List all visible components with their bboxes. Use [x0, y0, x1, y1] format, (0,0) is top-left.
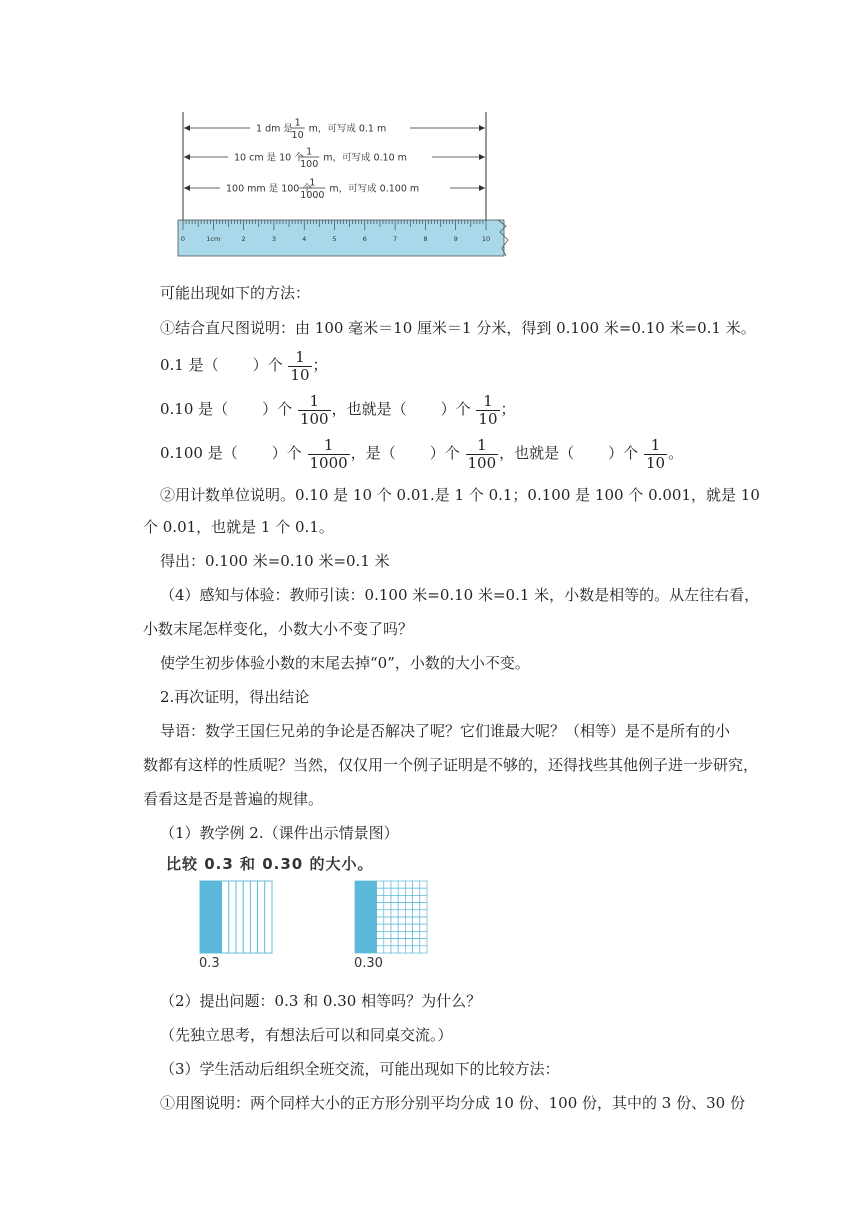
q3-mid: ）个: [271, 444, 302, 462]
paragraph-counting-unit-1: ②用计数单位说明。0.10 是 10 个 0.01.是 1 个 0.1；0.100 是 100 个 0.001，就是 10: [160, 486, 760, 504]
ruler-tick-label: 0: [180, 235, 186, 243]
hundredth-cell: [391, 895, 398, 902]
hundredth-cell: [413, 910, 420, 917]
hundredth-cell: [355, 924, 362, 931]
hundredth-cell: [362, 917, 369, 924]
hundredth-cell: [405, 910, 412, 917]
numerator: 1: [476, 393, 499, 411]
numerator: 1: [308, 437, 350, 455]
paragraph-guide-3: 看看这是否是普遍的规律。: [143, 790, 324, 808]
hundredth-cell: [391, 939, 398, 946]
fraction: [644, 437, 667, 472]
hundredth-cell: [420, 903, 427, 910]
hundredth-cell: [384, 924, 391, 931]
tenth-strip: [207, 881, 214, 953]
paragraph-experience: 使学生初步体验小数的末尾去掉“0”，小数的大小不变。: [160, 654, 530, 672]
hundredth-cell: [398, 931, 405, 938]
hundredth-cell: [369, 895, 376, 902]
section-heading: 2.再次证明，得出结论: [160, 688, 310, 706]
ruler-tick-label: 2: [241, 235, 246, 243]
q2-prefix: 0.10 是（: [160, 400, 229, 418]
hundredth-cell: [405, 895, 412, 902]
hundredth-cell: [413, 888, 420, 895]
paragraph-counting-unit-2: 个 0.01，也就是 1 个 0.1。: [143, 518, 334, 536]
hundredth-cell: [362, 946, 369, 953]
paragraph-guide-2: 数都有这样的性质呢？当然，仅仅用一个例子证明是不够的，还得找些其他例子进一步研究，: [143, 756, 759, 774]
hundredth-cell: [391, 917, 398, 924]
paragraph-question: （2）提出问题：0.3 和 0.30 相等吗？为什么？: [160, 992, 482, 1010]
hundredth-cell: [405, 931, 412, 938]
hundredth-cell: [384, 881, 391, 888]
question-line-3: [160, 432, 683, 474]
fraction: [308, 437, 350, 472]
hundredth-cell: [355, 881, 362, 888]
hundredth-cell: [377, 903, 384, 910]
hundredth-cell: [413, 917, 420, 924]
hundredth-cell: [405, 939, 412, 946]
hundredth-cell: [405, 924, 412, 931]
hundredth-cell: [420, 910, 427, 917]
ruler-tick-label: 9: [453, 235, 458, 243]
fraction: [298, 393, 331, 428]
denominator: 10: [290, 365, 310, 384]
hundredth-cell: [355, 903, 362, 910]
hundredth-cell: [405, 917, 412, 924]
ruler-label-suffix: m，可写成 0.1 m: [308, 123, 387, 135]
hundredth-cell: [355, 895, 362, 902]
hundredth-cell: [377, 888, 384, 895]
q3-mid-2: ）个: [429, 444, 460, 462]
hundredth-cell: [391, 910, 398, 917]
hundredth-cell: [369, 881, 376, 888]
numerator: 1: [298, 393, 331, 411]
hundredth-cell: [377, 895, 384, 902]
hundredth-cell: [391, 946, 398, 953]
hundredth-cell: [413, 924, 420, 931]
denominator: 1000: [309, 453, 348, 472]
hundredth-cell: [377, 924, 384, 931]
q2-mid-2: ）个: [440, 400, 471, 418]
grid-tenths: [199, 880, 273, 954]
hundredth-cell: [398, 903, 405, 910]
hundredth-cell: [355, 946, 362, 953]
hundredth-cell: [398, 910, 405, 917]
hundredth-cell: [420, 931, 427, 938]
ruler-tick-label: 4: [302, 235, 307, 243]
hundredth-cell: [405, 946, 412, 953]
hundredth-cell: [398, 924, 405, 931]
ruler-label-suffix: m，可写成 0.100 m: [329, 183, 420, 195]
hundredth-cell: [420, 939, 427, 946]
ruler-label-prefix: 10 cm 是 10 个: [234, 152, 304, 164]
ruler-label-prefix: 1 dm 是: [256, 123, 293, 135]
paragraph-think: （先独立思考，有想法后可以和同桌交流。）: [160, 1026, 453, 1044]
hundredth-cell: [391, 931, 398, 938]
hundredth-cell: [362, 903, 369, 910]
hundredth-cell: [398, 895, 405, 902]
ruler-figure: [172, 108, 522, 260]
ruler-tick-label: 7: [393, 235, 398, 243]
ruler-fraction-denominator: 100: [300, 159, 319, 170]
hundredth-cell: [420, 924, 427, 931]
grid-hundredths: [354, 880, 428, 954]
hundredth-cell: [384, 895, 391, 902]
ruler-fraction-numerator: 1: [309, 177, 316, 189]
hundredth-cell: [377, 931, 384, 938]
hundredth-cell: [405, 881, 412, 888]
hundredth-cell: [420, 946, 427, 953]
hundredth-cell: [377, 917, 384, 924]
hundredth-cell: [398, 888, 405, 895]
denominator: 10: [478, 409, 498, 428]
hundredth-cell: [413, 903, 420, 910]
fraction: [288, 349, 311, 384]
hundredth-cell: [405, 888, 412, 895]
hundredth-cell: [420, 888, 427, 895]
q2-mid: ）个: [262, 400, 293, 418]
hundredth-cell: [405, 903, 412, 910]
hundredth-cell: [369, 903, 376, 910]
hundredth-cell: [391, 881, 398, 888]
paragraph-conclusion: 得出：0.100 米=0.10 米=0.1 米: [160, 552, 390, 570]
comparison-figure: [166, 853, 446, 973]
hundredth-cell: [391, 888, 398, 895]
hundredth-cell: [384, 931, 391, 938]
hundredth-cell: [391, 903, 398, 910]
tenth-strip: [265, 881, 272, 953]
q2-connector: ，也就是（: [331, 400, 407, 418]
paragraph-perception-1: （4）感知与体验：教师引读：0.100 米=0.10 米=0.1 米，小数是相等的。从左往右看，: [160, 586, 760, 604]
hundredth-cell: [420, 881, 427, 888]
hundredth-cell: [377, 881, 384, 888]
ruler-tick-label: 3: [271, 235, 276, 243]
hundredth-cell: [391, 924, 398, 931]
fraction: [476, 393, 499, 428]
hundredth-cell: [362, 895, 369, 902]
tenth-strip: [243, 881, 250, 953]
denominator: 100: [467, 453, 497, 472]
hundredth-cell: [369, 917, 376, 924]
q3-end: 。: [668, 444, 684, 462]
question-line-1: [160, 344, 328, 386]
ruler-tick-label: 5: [332, 235, 337, 243]
hundredth-cell: [369, 910, 376, 917]
hundredth-cell: [362, 888, 369, 895]
hundredth-cell: [398, 939, 405, 946]
paragraph-ruler-explanation: ①结合直尺图说明：由 100 毫米＝10 厘米＝1 分米，得到 0.100 米=0.10 米=0.1 米。: [160, 319, 756, 337]
numerator: 1: [466, 437, 499, 455]
label-0-3: 0.3: [199, 956, 220, 971]
ruler-fraction-numerator: 1: [306, 146, 313, 158]
ruler-fraction-denominator: 1000: [300, 190, 325, 201]
ruler-tick-label: 1cm: [206, 235, 221, 243]
tenth-strip: [250, 881, 257, 953]
denominator: 10: [645, 453, 666, 472]
hundredth-cell: [384, 946, 391, 953]
hundredth-cell: [377, 910, 384, 917]
hundredth-cell: [420, 917, 427, 924]
paragraph-perception-2: 小数末尾怎样变化，小数大小不变了吗？: [143, 620, 414, 638]
hundredth-cell: [398, 917, 405, 924]
hundredth-cell: [355, 931, 362, 938]
hundredth-cell: [369, 931, 376, 938]
hundredth-cell: [384, 910, 391, 917]
hundredth-cell: [355, 910, 362, 917]
q3-prefix: 0.100 是（: [160, 444, 238, 462]
hundredth-cell: [355, 917, 362, 924]
hundredth-cell: [384, 903, 391, 910]
q1-mid: ）个: [252, 356, 283, 374]
hundredth-cell: [355, 888, 362, 895]
q3-connector-2: ，也就是（: [499, 444, 575, 462]
hundredth-cell: [413, 931, 420, 938]
ruler-fraction-denominator: 10: [291, 130, 304, 141]
q2-end: ；: [500, 400, 516, 418]
hundredth-cell: [413, 881, 420, 888]
numerator: 1: [644, 437, 667, 455]
hundredth-cell: [377, 939, 384, 946]
ruler-tick-label: 8: [423, 235, 428, 243]
hundredth-cell: [413, 939, 420, 946]
ruler-fraction-numerator: 1: [294, 117, 301, 129]
paragraph-example-2: （1）教学例 2.（课件出示情景图）: [160, 824, 399, 842]
hundredth-cell: [369, 888, 376, 895]
ruler-label-suffix: m，可写成 0.10 m: [323, 152, 407, 164]
paragraph-activity: （3）学生活动后组织全班交流，可能出现如下的比较方法：: [160, 1060, 560, 1078]
hundredth-cell: [355, 939, 362, 946]
tenth-strip: [229, 881, 236, 953]
hundredth-cell: [369, 924, 376, 931]
hundredth-cell: [413, 895, 420, 902]
hundredth-cell: [398, 946, 405, 953]
label-0-30: 0.30: [354, 956, 383, 971]
hundredth-cell: [384, 888, 391, 895]
hundredth-cell: [362, 931, 369, 938]
paragraph-methods-intro: 可能出现如下的方法：: [160, 284, 311, 302]
hundredth-cell: [398, 881, 405, 888]
hundredth-cell: [384, 939, 391, 946]
q1-end: ；: [312, 356, 328, 374]
tenth-strip: [200, 881, 207, 953]
hundredth-cell: [362, 939, 369, 946]
paragraph-guide-1: 导语：数学王国仨兄弟的争论是否解决了呢？它们谁最大呢？（相等）是不是所有的小: [160, 722, 731, 740]
ruler-label-prefix: 100 mm 是 100 个: [226, 183, 312, 195]
hundredth-cell: [384, 917, 391, 924]
denominator: 100: [299, 409, 329, 428]
paragraph-picture-explanation: ①用图说明：两个同样大小的正方形分别平均分成 10 份、100 份，其中的 3 份、30 份: [160, 1094, 745, 1112]
hundredth-cell: [362, 881, 369, 888]
tenth-strip: [236, 881, 243, 953]
hundredth-cell: [413, 946, 420, 953]
ruler-tick-label: 10: [481, 235, 491, 243]
fraction: [466, 437, 499, 472]
figure-title: 比较 0.3 和 0.30 的大小。: [166, 855, 374, 873]
hundredth-cell: [362, 910, 369, 917]
tenth-strip: [258, 881, 265, 953]
hundredth-cell: [369, 939, 376, 946]
tenth-strip: [214, 881, 221, 953]
hundredth-cell: [420, 895, 427, 902]
ruler-tick-label: 6: [362, 235, 367, 243]
question-line-2: [160, 388, 516, 430]
hundredth-cell: [369, 946, 376, 953]
q3-mid-3: ）个: [608, 444, 639, 462]
hundredth-cell: [362, 924, 369, 931]
numerator: 1: [288, 349, 311, 367]
hundredth-cell: [377, 946, 384, 953]
tenth-strip: [222, 881, 229, 953]
q3-connector: ，是（: [350, 444, 396, 462]
q1-prefix: 0.1 是（: [160, 356, 219, 374]
